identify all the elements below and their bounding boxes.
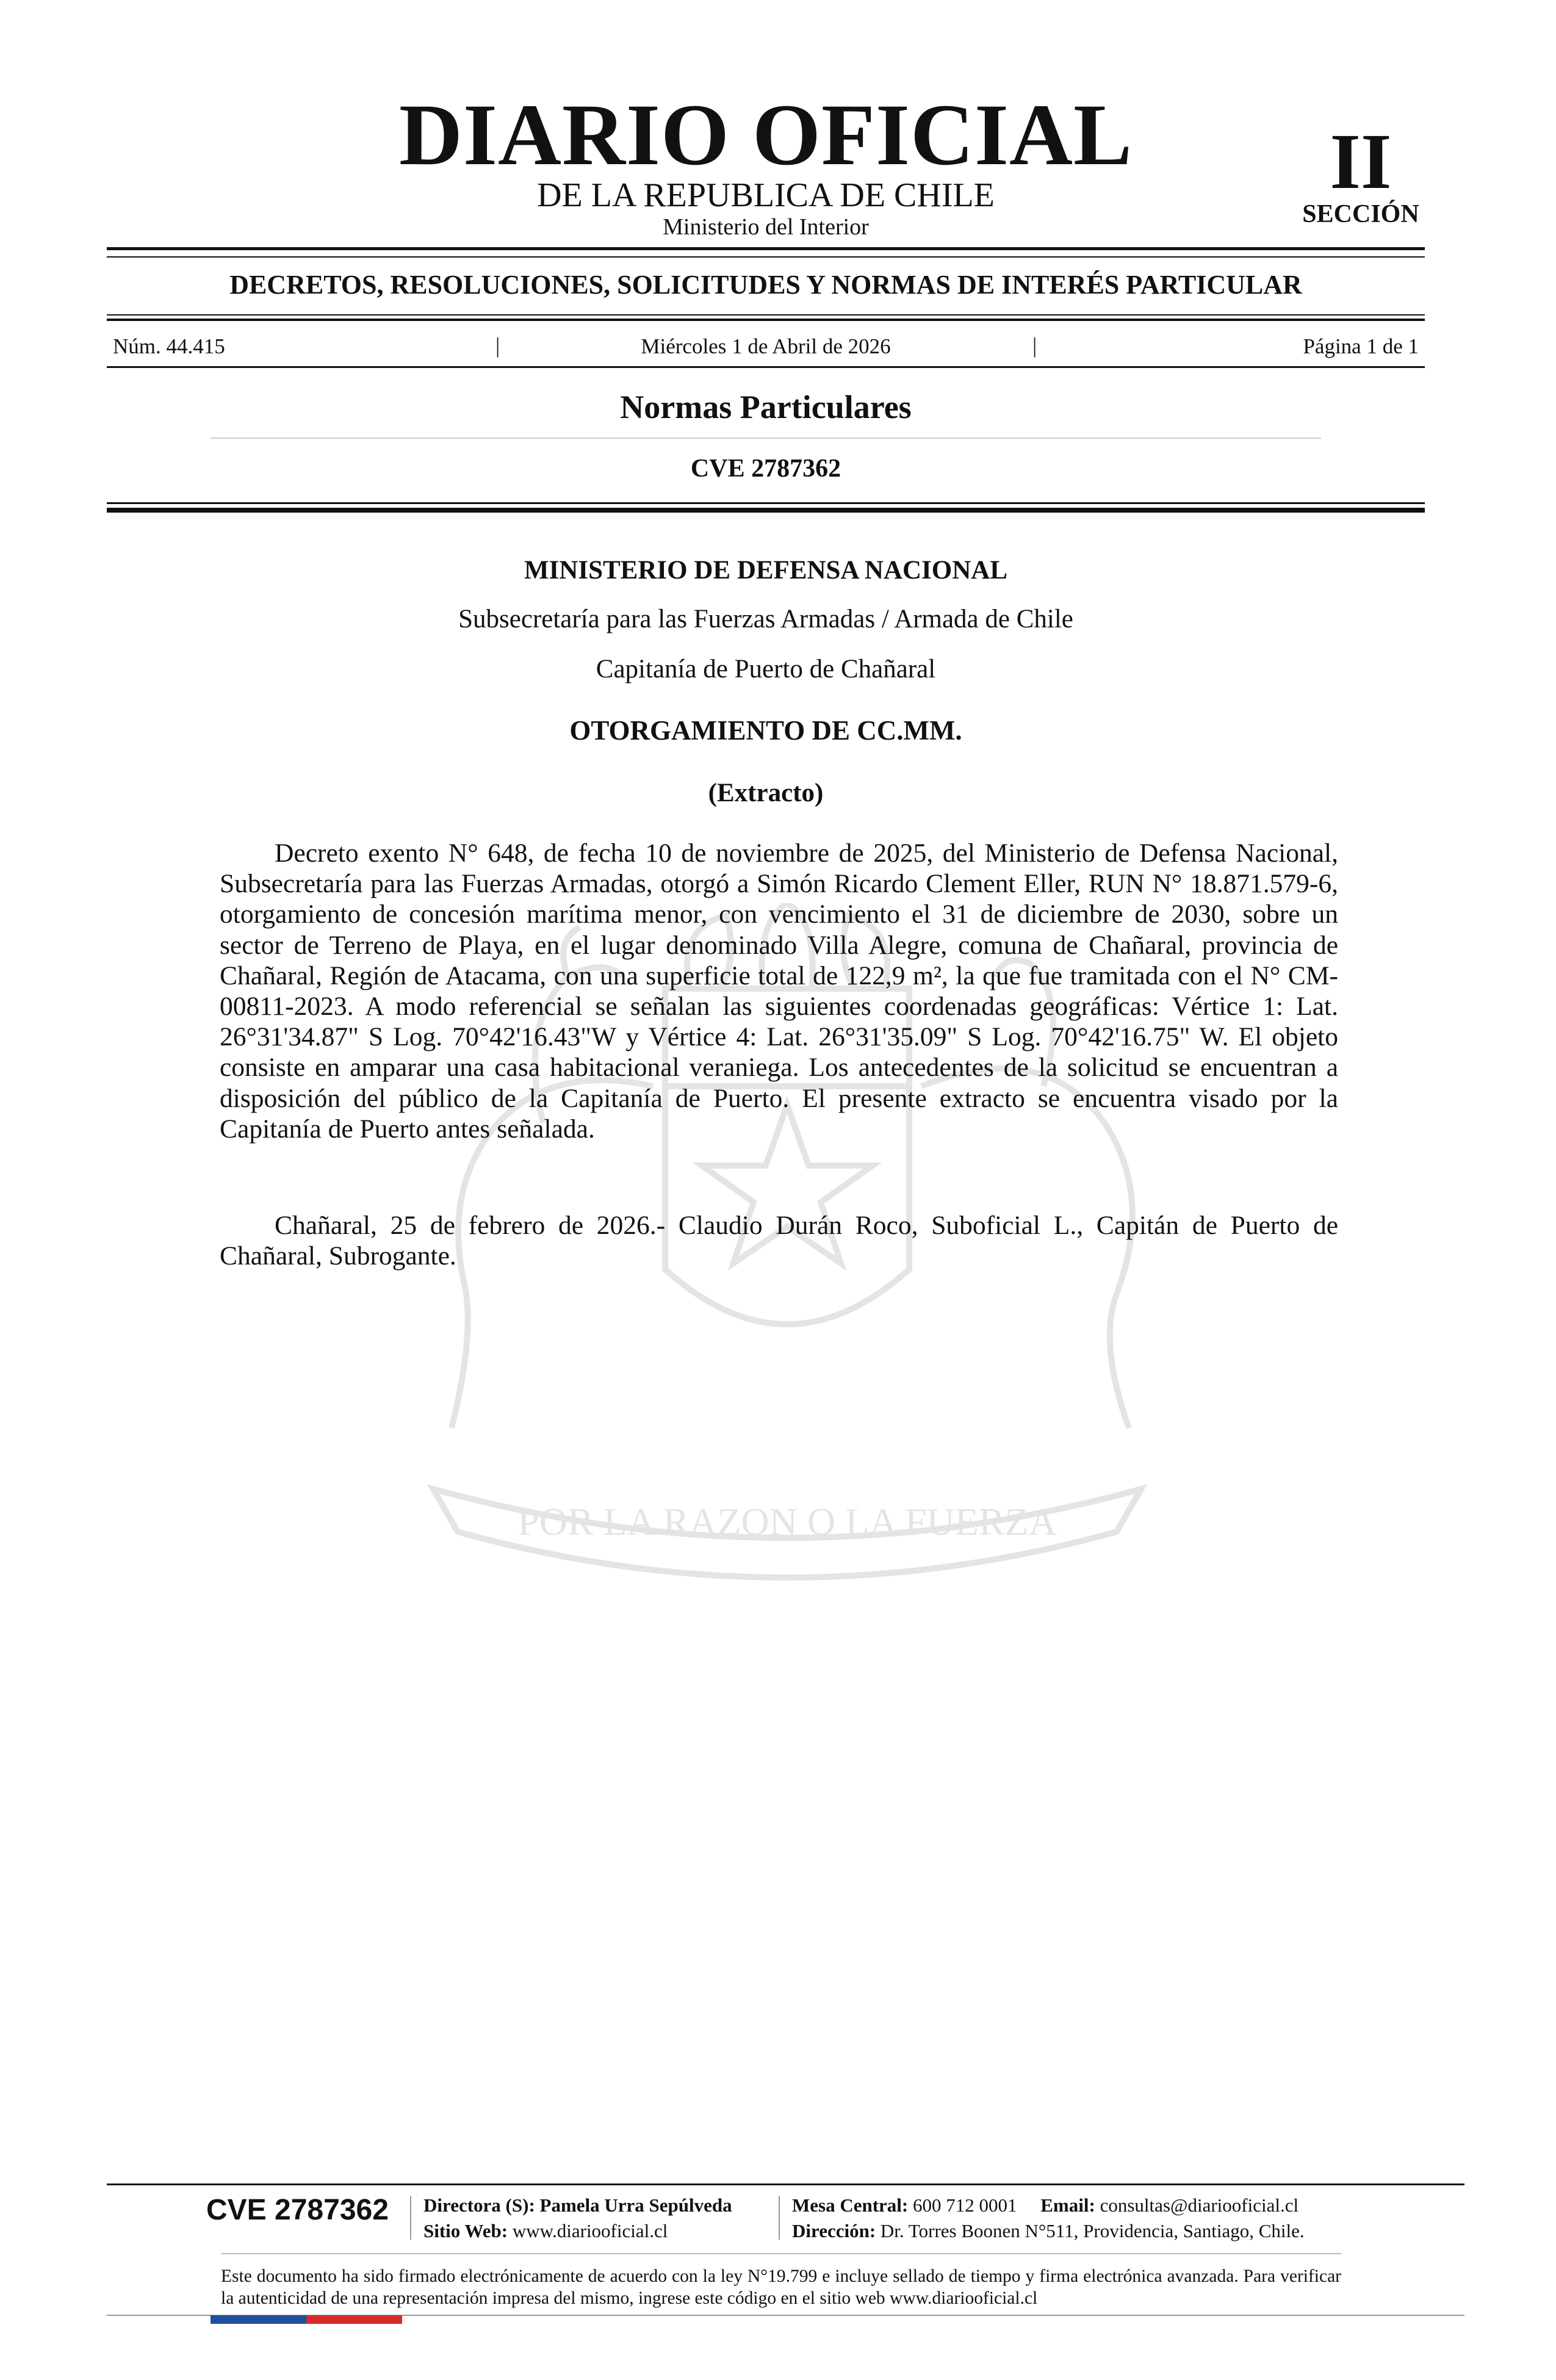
issue-date: Miércoles 1 de Abril de 2026	[641, 334, 891, 358]
footer-website-link[interactable]: www.diariooficial.cl	[512, 2220, 668, 2241]
footer-director: Directora (S): Pamela Urra Sepúlveda	[423, 2194, 732, 2216]
watermark-motto: POR LA RAZON O LA FUERZA	[517, 1500, 1057, 1543]
subsecretaria-line: Subsecretaría para las Fuerzas Armadas / Armada de Chile	[458, 605, 1073, 633]
footer-contact	[792, 2196, 1298, 2215]
footer-email-link[interactable]: consultas@diariooficial.cl	[1100, 2194, 1299, 2216]
signature-paragraph: Chañaral, 25 de febrero de 2026.- Claudio Durán Roco, Suboficial L., Capitán de Puerto de Chañaral, Subrogante.	[220, 1211, 1338, 1271]
body-paragraph: Decreto exento N° 648, de fecha 10 de noviembre de 2025, del Ministerio de Defensa Nacional, Subsecretaría para las Fuerzas Armadas, otorgó a Simón Ricardo Clement Eller, RUN N° 18.871.579-6, otorgamiento de concesión marítima menor, con vencimiento el 31 de diciembre de 2030, sobre un sector de Terreno de Playa, en el lugar denominado Villa Alegre, comuna de Chañaral, provincia de Chañaral, Región de Atacama, con una superficie total de 122,9 m², la que fue tramitada con el N° CM-00811-2023. A modo referencial se señalan las siguientes coordenadas geográficas: Vértice 1: Lat. 26°31'34.87" S Log. 70°42'16.43"W y Vértice 4: Lat. 26°31'35.09" S Log. 70°42'16.75" W. El objeto consiste en amparar una casa habitacional veraniega. Los antecedentes de la solicitud se encuentran a disposición del público de la Capitanía de Puerto. El presente extracto se encuentra visado por la Capitanía de Puerto antes señalada.	[220, 838, 1338, 1144]
footer-mesa-value: 600 712 0001	[913, 2194, 1017, 2216]
section-number: II	[1330, 118, 1392, 206]
flag-stripe-blue	[211, 2315, 306, 2324]
footer-faint-rule	[221, 2253, 1341, 2254]
footer-email-label: Email:	[1040, 2194, 1095, 2216]
footer-cve-code: CVE 2787362	[206, 2194, 389, 2226]
document-subheading: (Extracto)	[708, 779, 824, 807]
section-title: Normas Particulares	[620, 389, 912, 425]
category-banner: DECRETOS, RESOLUCIONES, SOLICITUDES Y NORMAS DE INTERÉS PARTICULAR	[229, 270, 1302, 300]
cve-rule-thick	[107, 508, 1425, 513]
masthead-title: DIARIO OFICIAL	[398, 87, 1133, 184]
masthead-rule-thin	[107, 256, 1425, 258]
masthead-rule-thick	[107, 247, 1425, 250]
masthead-ministry: Ministerio del Interior	[663, 214, 869, 240]
banner-rule-thick	[107, 319, 1425, 321]
issue-number: Núm. 44.415	[113, 334, 225, 358]
footer-divider	[410, 2196, 411, 2240]
footer-address-label: Dirección:	[792, 2220, 876, 2241]
footer-divider	[779, 2196, 780, 2240]
cve-code: CVE 2787362	[690, 455, 841, 483]
masthead-subtitle: DE LA REPUBLICA DE CHILE	[537, 176, 995, 214]
footer-website-label: Sitio Web:	[423, 2220, 508, 2241]
footer-address	[792, 2221, 1305, 2240]
issue-separator: |	[495, 333, 500, 358]
footer-top-rule	[107, 2183, 1464, 2185]
footer-mesa-label: Mesa Central:	[792, 2194, 909, 2216]
info-rule	[107, 366, 1425, 368]
section-word: SECCIÓN	[1302, 200, 1419, 228]
footer-legal-notice: Este documento ha sido firmado electrónicamente de acuerdo con la ley N°19.799 e incluye sellado de tiempo y firma electrónica avanzada. Para verificar la autenticidad de una representación impresa del mismo, ingrese este código en el sitio web www.diariooficial.cl	[221, 2266, 1341, 2308]
issue-separator: |	[1032, 333, 1037, 358]
issue-page: Página 1 de 1	[1303, 334, 1419, 358]
flag-stripe-red	[306, 2315, 402, 2324]
footer-website	[423, 2221, 668, 2240]
document-heading: OTORGAMIENTO DE CC.MM.	[569, 715, 962, 746]
cve-rule-thin	[107, 502, 1425, 504]
banner-rule-thin	[107, 314, 1425, 316]
footer-address-value: Dr. Torres Boonen N°511, Providencia, Santiago, Chile.	[880, 2220, 1305, 2241]
capitania-line: Capitanía de Puerto de Chañaral	[596, 655, 936, 683]
section-title-faint-rule	[211, 438, 1321, 439]
ministry-heading: MINISTERIO DE DEFENSA NACIONAL	[524, 556, 1008, 585]
